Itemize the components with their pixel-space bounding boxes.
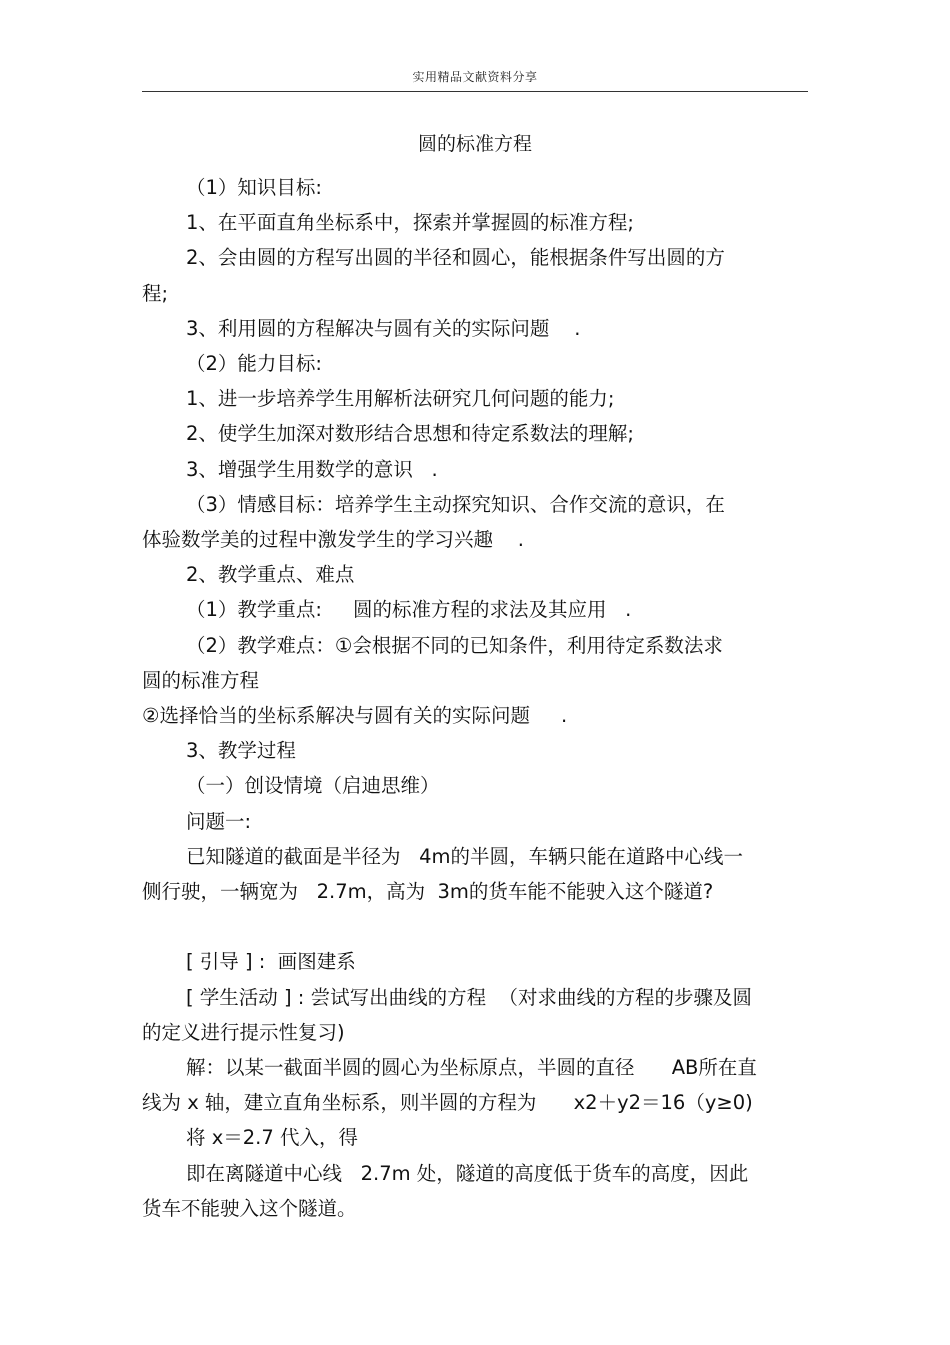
paragraph-line: 1、进一步培养学生用解析法研究几何问题的能力; [186,387,615,410]
document-title: 圆的标准方程 [417,133,532,155]
paragraph-line: 2、使学生加深对数形结合思想和待定系数法的理解; [186,422,634,445]
paragraph-line: 2、教学重点、难点 [186,563,355,586]
paragraph-line: 1、在平面直角坐标系中，探索并掌握圆的标准方程; [186,211,634,234]
paragraph-line: 解：以某一截面半圆的圆心为坐标原点，半圆的直径 AB所在直 [186,1056,757,1079]
paragraph-line: 圆的标准方程 [142,669,260,692]
page-header: 实用精品文献资料分享 [412,70,538,84]
paragraph-line: 2、会由圆的方程写出圆的半径和圆心，能根据条件写出圆的方 [186,246,725,269]
paragraph-line: （1）教学重点: 圆的标准方程的求法及其应用 . [186,598,632,621]
paragraph-line: 3、教学过程 [186,739,296,762]
paragraph-line: 体验数学美的过程中激发学生的学习兴趣 . [142,528,524,551]
paragraph-line: （一）创设情境（启迪思维） [186,774,440,797]
paragraph-line: 线为 x 轴，建立直角坐标系，则半圆的方程为 x2＋y2＝16（y≥0) [142,1091,753,1114]
paragraph-line: （1）知识目标: [186,176,322,199]
paragraph-line: 货车不能驶入这个隧道。 [142,1197,357,1220]
paragraph-line: （2）能力目标: [186,352,322,375]
paragraph-line: 即在离隧道中心线 2.7m 处，隧道的高度低于货车的高度，因此 [186,1162,749,1185]
paragraph-line: 程; [142,282,169,305]
paragraph-line: ②选择恰当的坐标系解决与圆有关的实际问题 . [142,704,568,727]
paragraph-line: 的定义进行提示性复习) [142,1021,345,1044]
paragraph-line: 侧行驶，一辆宽为 2.7m，高为 3m的货车能不能驶入这个隧道? [142,880,714,903]
paragraph-line: 将 x＝2.7 代入，得 [186,1126,358,1149]
header-divider [142,91,808,92]
paragraph-line: 已知隧道的截面是半径为 4m的半圆，车辆只能在道路中心线一 [186,845,743,868]
paragraph-line: [ 学生活动 ] : 尝试写出曲线的方程 （对求曲线的方程的步骤及圆 [186,986,752,1009]
paragraph-line: [ 引导 ] : 画图建系 [186,950,356,973]
paragraph-line: 问题一: [186,810,252,833]
paragraph-line: （3）情感目标：培养学生主动探究知识、合作交流的意识，在 [186,493,725,516]
paragraph-line: 3、增强学生用数学的意识 . [186,458,438,481]
paragraph-line: 3、利用圆的方程解决与圆有关的实际问题 . [186,317,581,340]
paragraph-line: （2）教学难点：①会根据不同的已知条件，利用待定系数法求 [186,634,723,657]
